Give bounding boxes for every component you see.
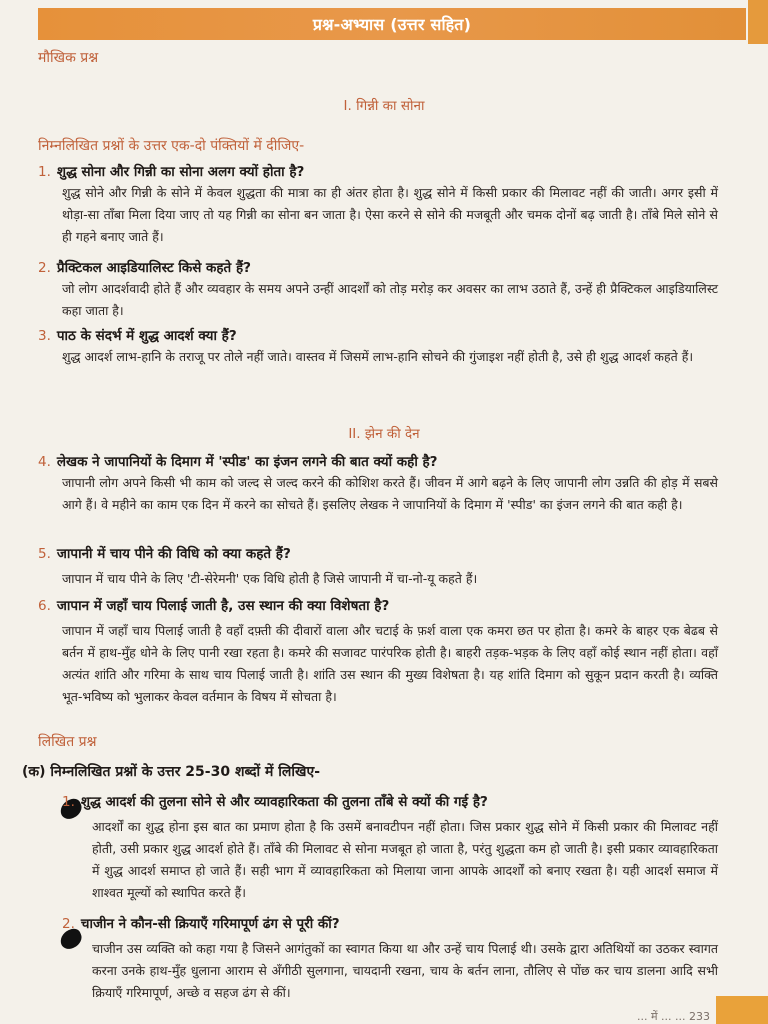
written-answer-2: चाजीन उस व्यक्ति को कहा गया है जिसने आगंतुकों का स्वागत किया था और उन्हें चाय पिलाई थी। उसके द्वारा अतिथियों का उठकर स्वागत करना उनके हाथ-मुँह धुलाना आराम से अँगीठी सुलगाना, चायदानी रखना, चाय के बर्तन लाना, तौलिए से पोंछ कर चाय डालना आदि सभी क्रियाएँ गरिमापूर्ण, अच्छे व सहज ढंग से कीं। bbox=[92, 941, 718, 1000]
answer-3: शुद्ध आदर्श लाभ-हानि के तराजू पर तोले नहीं जाते। वास्तव में जिसमें लाभ-हानि सोचने की गुंजाइश नहीं होती है, उसे ही शुद्ध आदर्श कहते हैं। bbox=[62, 349, 694, 364]
corner-tab bbox=[716, 996, 768, 1024]
written-answer-1: आदर्शों का शुद्ध होना इस बात का प्रमाण होता है कि उसमें बनावटीपन नहीं होता। जिस प्रकार शुद्ध सोने में किसी प्रकार की मिलावट नहीं होती, उसी प्रकार शुद्ध आदर्श होते हैं। ताँबे की मिलावट से सोना मजबूत हो जाता है, परंतु शुद्धता कम हो जाती है। इसी प्रकार व्यावहारिकता में शुद्ध आदर्श समाप्त हो जाते हैं। सही भाग में व्यावहारिकता को मिलाया जाना आपके आदर्शों को बनाए रखता है। यही आदर्श समाज में शाश्वत मूल्यों को स्थापित करते हैं। bbox=[92, 819, 718, 900]
question-6 bbox=[38, 596, 738, 614]
question-text: प्रैक्टिकल आइडियालिस्ट किसे कहते हैं? bbox=[56, 260, 251, 276]
question-3 bbox=[38, 326, 738, 344]
answer-1: शुद्ध सोने और गिन्नी के सोने में केवल शुद्धता की मात्रा का ही अंतर होता है। शुद्ध सोने में किसी प्रकार की मिलावट नहीं की जाती। अगर इसी में थोड़ा-सा ताँबा मिला दिया जाए तो यह गिन्नी का सोना बन जाता है। ऐसा करने से सोने की मजबूती और चमक दोनों बढ़ जाती है। ताँबे मिले सोने से ही गहने बनाए जाते हैं। bbox=[62, 185, 718, 244]
instruction-oral: निम्नलिखित प्रश्नों के उत्तर एक-दो पंक्तियों में दीजिए- bbox=[38, 138, 305, 154]
question-number: 6. bbox=[38, 598, 51, 614]
written-question-2 bbox=[62, 914, 742, 932]
question-4 bbox=[38, 452, 738, 470]
decorative-strip bbox=[748, 0, 768, 44]
question-number: 2. bbox=[38, 260, 51, 276]
page-footer: ... में ... ... 233 bbox=[636, 1010, 710, 1023]
answer-6: जापान में जहाँ चाय पिलाई जाती है वहाँ दफ़्ती की दीवारों वाला और चटाई के फ़र्श वाला एक कमरा छत पर होता है। कमरे के बाहर एक बेढब से बर्तन में हाथ-मुँह धोने के लिए पानी रखा रहता है। कमरे की सजावट पारंपरिक होती है। बाहरी तड़क-भड़क के लिए वहाँ कोई स्थान नहीं होता। वहाँ अत्यंत शांति और गरिमा के साथ चाय पिलाई जाती है। शांति उस स्थान की मुख्य विशेषता है। यह शांति दिमाग को सुकून प्रदान करती है। व्यक्ति भूत-भविष्य को भुलाकर केवल वर्तमान के विषय में सोचता है। bbox=[62, 623, 718, 704]
section-written-title: लिखित प्रश्न bbox=[38, 734, 97, 750]
question-text: जापानी में चाय पीने की विधि को क्या कहते हैं? bbox=[56, 546, 291, 562]
header-banner bbox=[38, 8, 746, 40]
question-1 bbox=[38, 162, 738, 180]
section-oral-title: मौखिक प्रश्न bbox=[38, 50, 99, 66]
question-number: 5. bbox=[38, 546, 51, 562]
page-title: प्रश्न-अभ्यास (उत्तर सहित) bbox=[312, 15, 472, 34]
answer-4: जापानी लोग अपने किसी भी काम को जल्द से जल्द करने की कोशिश करते हैं। जीवन में आगे बढ़ने के लिए जापानी लोग उन्नति की होड़ में सबसे आगे हैं। वे महीने का काम एक दिन में करने का सोचते हैं। इसलिए लेखक ने जापानियों के दिमाग में 'स्पीड' का इंजन लगने की बात कही है। bbox=[62, 475, 718, 512]
question-text: शुद्ध सोना और गिन्नी का सोना अलग क्यों होता है? bbox=[56, 164, 305, 180]
question-number: 2. bbox=[62, 916, 75, 932]
question-number: 1. bbox=[62, 794, 75, 810]
chapter-1-title: I. गिन्नी का सोना bbox=[343, 98, 425, 114]
instruction-written: (क) निम्नलिखित प्रश्नों के उत्तर 25-30 शब्दों में लिखिए- bbox=[22, 764, 321, 780]
chapter-2-title: II. झेन की देन bbox=[348, 426, 420, 442]
question-number: 1. bbox=[38, 164, 51, 180]
question-text: लेखक ने जापानियों के दिमाग में 'स्पीड' का इंजन लगने की बात क्यों कही है? bbox=[56, 454, 438, 470]
question-text: जापान में जहाँ चाय पिलाई जाती है, उस स्थान की क्या विशेषता है? bbox=[56, 598, 390, 614]
question-number: 3. bbox=[38, 328, 51, 344]
written-question-1 bbox=[62, 792, 742, 810]
question-5 bbox=[38, 544, 738, 562]
question-text: पाठ के संदर्भ में शुद्ध आदर्श क्या हैं? bbox=[56, 328, 237, 344]
question-text: चाजीन ने कौन-सी क्रियाएँ गरिमापूर्ण ढंग से पूरी कीं? bbox=[80, 916, 340, 932]
question-text: शुद्ध आदर्श की तुलना सोने से और व्यावहारिकता की तुलना ताँबे से क्यों की गई है? bbox=[80, 794, 488, 810]
answer-5: जापान में चाय पीने के लिए 'टी-सेरेमनी' एक विधि होती है जिसे जापानी में चा-नो-यू कहते हैं। bbox=[62, 571, 478, 586]
question-number: 4. bbox=[38, 454, 51, 470]
question-2 bbox=[38, 258, 738, 276]
answer-2: जो लोग आदर्शवादी होते हैं और व्यवहार के समय अपने उन्हीं आदर्शों को तोड़ मरोड़ कर अवसर का लाभ उठाते हैं, उन्हें ही प्रैक्टिकल आइडियालिस्ट कहा जाता है। bbox=[62, 281, 718, 318]
